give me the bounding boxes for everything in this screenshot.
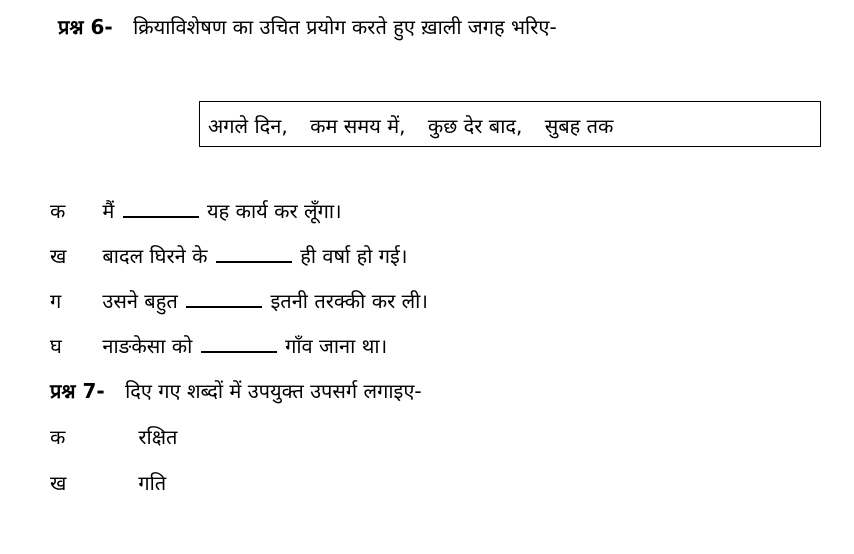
question-7-text: दिए गए शब्दों में उपयुक्त उपसर्ग लगाइए- bbox=[125, 379, 422, 403]
item-text-before: मैं bbox=[102, 199, 115, 223]
question-7-heading bbox=[50, 378, 422, 404]
fill-item-ka bbox=[50, 198, 342, 224]
word-box-item: कुछ देर बाद, bbox=[427, 114, 523, 138]
item-label: ख bbox=[50, 471, 67, 495]
item-text-after: यह कार्य कर लूँगा। bbox=[207, 199, 342, 223]
item-label: ग bbox=[50, 289, 62, 313]
item-text-after: ही वर्षा हो गई। bbox=[300, 244, 408, 268]
blank-line[interactable] bbox=[186, 288, 262, 308]
fill-item-gha bbox=[50, 333, 387, 359]
item-text-after: इतनी तरक्की कर ली। bbox=[270, 289, 428, 313]
word-box-item: सुबह तक bbox=[544, 114, 614, 138]
item-label: क bbox=[50, 199, 66, 223]
item-word: रक्षित bbox=[138, 425, 178, 449]
fill-item-ga bbox=[50, 288, 428, 314]
blank-line[interactable] bbox=[216, 243, 292, 263]
word-box-content bbox=[208, 112, 629, 139]
question-6-number: प्रश्न 6- bbox=[58, 15, 113, 39]
blank-line[interactable] bbox=[201, 333, 277, 353]
item-text-after: गाँव जाना था। bbox=[285, 334, 388, 358]
item-label: ख bbox=[50, 244, 67, 268]
item-text-before: उसने बहुत bbox=[102, 289, 178, 313]
item-text-before: बादल घिरने के bbox=[102, 244, 208, 268]
item-label: घ bbox=[50, 334, 62, 358]
word-box-item: कम समय में, bbox=[310, 114, 406, 138]
item-label: क bbox=[50, 425, 66, 449]
blank-line[interactable] bbox=[123, 198, 199, 218]
question-6-heading bbox=[58, 14, 557, 40]
item-word: गति bbox=[138, 471, 167, 495]
item-text-before: नाङकेसा को bbox=[102, 334, 193, 358]
fill-item-kha bbox=[50, 243, 407, 269]
word-box bbox=[199, 101, 821, 147]
question-6-text: क्रियाविशेषण का उचित प्रयोग करते हुए ख़ाली जगह भरिए- bbox=[133, 15, 557, 39]
question-7-number: प्रश्न 7- bbox=[50, 379, 105, 403]
word-item-ka bbox=[50, 424, 177, 450]
word-item-kha bbox=[50, 470, 166, 496]
word-box-item: अगले दिन, bbox=[208, 114, 288, 138]
